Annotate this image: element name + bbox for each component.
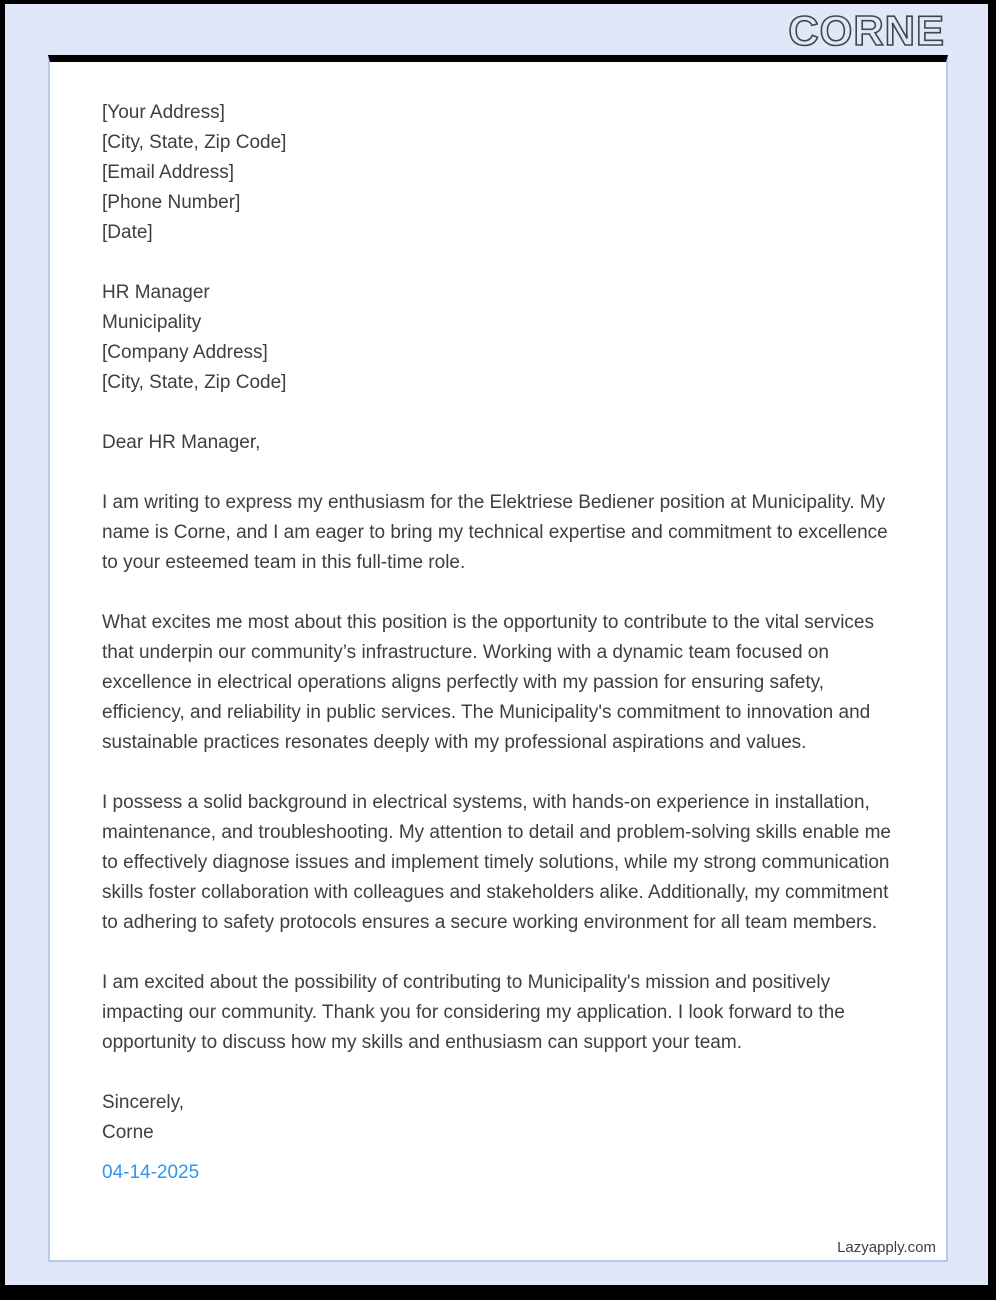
recipient-name-line: HR Manager bbox=[102, 282, 210, 303]
recipient-address-line: [Company Address] bbox=[102, 342, 268, 363]
watermark-text: Lazyapply.com bbox=[837, 1239, 936, 1256]
brand-wordmark: CORNE bbox=[788, 7, 945, 54]
sender-address-line: [Your Address] bbox=[102, 102, 225, 123]
body-paragraph-4: I am excited about the possibility of contributing to Municipality's mission and positively impacting our community. Thank you for considering my application. I look forward to the opportunity to discuss how my skills and enthusiasm can support your team. bbox=[102, 972, 845, 1053]
sender-city-line: [City, State, Zip Code] bbox=[102, 132, 287, 153]
signature-name: Corne bbox=[102, 1122, 154, 1143]
body-paragraph-2: What excites me most about this position is the opportunity to contribute to the vital services that underpin our community’s infrastructure. Working with a dynamic team focused on excellence in electrical operations aligns perfectly with my passion for ensuring safety, efficiency, and reliability in public services. The Municipality's commitment to innovation and sustainable practices resonates deeply with my professional aspirations and values. bbox=[102, 612, 874, 753]
sender-date-line: [Date] bbox=[102, 222, 153, 243]
recipient-city-line: [City, State, Zip Code] bbox=[102, 372, 287, 393]
recipient-address-block bbox=[102, 278, 902, 398]
body-paragraph-3: I possess a solid background in electrical systems, with hands-on experience in installation, maintenance, and troubleshooting. My attention to detail and problem-solving skills enable me to effectively diagnose issues and implement timely solutions, while my strong communication skills foster collaboration with colleagues and stakeholders alike. Additionally, my commitment to adhering to safety protocols ensures a secure working environment for all team members. bbox=[102, 792, 891, 933]
sender-address-block bbox=[102, 98, 902, 248]
closing-phrase: Sincerely, bbox=[102, 1092, 185, 1113]
body-paragraph-1: I am writing to express my enthusiasm for the Elektriese Bediener position at Municipality. My name is Corne, and I am eager to bring my technical expertise and commitment to excellence to your esteemed team in this full-time role. bbox=[102, 492, 888, 573]
salutation: Dear HR Manager, bbox=[102, 432, 261, 453]
letter-document bbox=[48, 55, 948, 1262]
letter-content bbox=[102, 98, 902, 1188]
closing-block bbox=[102, 1088, 902, 1148]
sender-email-line: [Email Address] bbox=[102, 162, 234, 183]
sender-phone-line: [Phone Number] bbox=[102, 192, 241, 213]
recipient-company-line: Municipality bbox=[102, 312, 202, 333]
letter-date[interactable]: 04-14-2025 bbox=[102, 1162, 200, 1183]
